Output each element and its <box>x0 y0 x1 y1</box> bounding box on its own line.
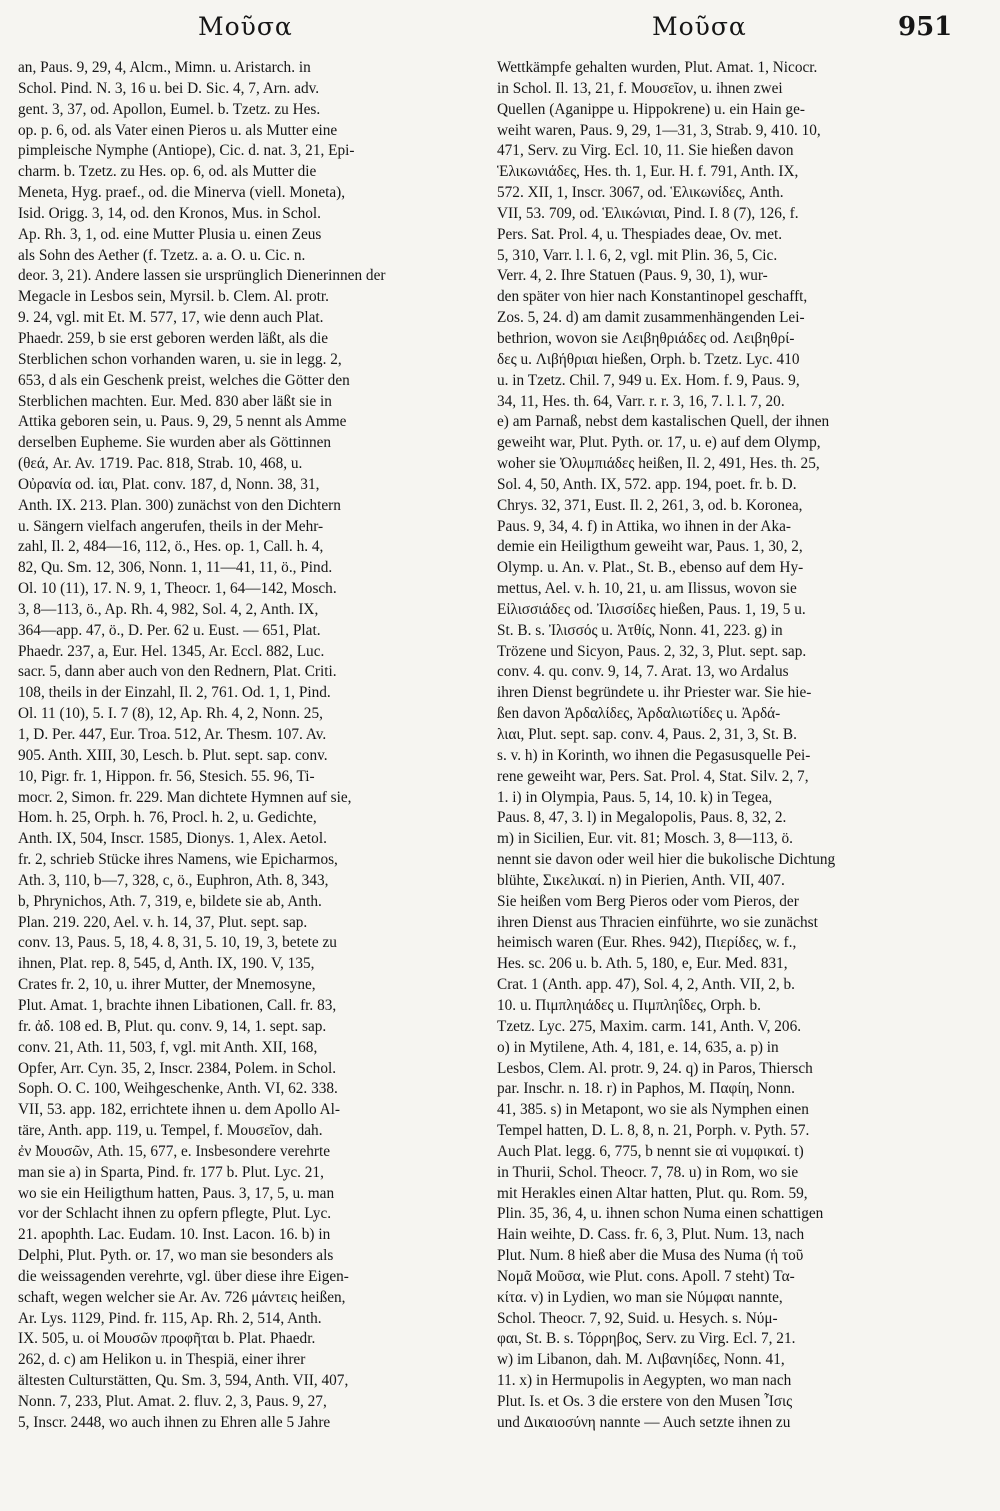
text-line: Crat. 1 (Anth. app. 47), Sol. 4, 2, Anth. VII, 2, b. <box>497 976 795 994</box>
text-line: Ol. 10 (11), 17. N. 9, 1, Theocr. 1, 64—142, Mosch. <box>18 580 337 598</box>
text-line: 11. x) in Hermupolis in Aegypten, wo man nach <box>497 1372 792 1390</box>
text-line: Plut. Amat. 1, brachte ihnen Libationen, Call. fr. 83, <box>18 996 337 1014</box>
text-line: den später von hier nach Konstantinopel geschafft, <box>497 288 808 306</box>
text-line: 3, 8—113, ö., Ap. Rh. 4, 982, Sol. 4, 2, Anth. IX, <box>18 600 319 618</box>
text-line: 653, d als ein Geschenk preist, welches die Götter den <box>18 371 350 389</box>
text-line: schaft, wegen welcher sie Ar. Av. 726 μάντεις heißen, <box>18 1288 346 1306</box>
text-line: λιαι, Plut. sept. sap. conv. 4, Paus. 2, 31, 3, St. B. <box>497 726 797 743</box>
text-line: 5, Inscr. 2448, wo auch ihnen zu Ehren alle 5 Jahre <box>18 1413 331 1431</box>
text-line: 1. i) in Olympia, Paus. 5, 14, 10. k) in Tegea, <box>497 788 773 806</box>
text-line: Quellen (Aganippe u. Hippokrene) u. ein Hain ge- <box>497 100 805 118</box>
text-line: Opfer, Arr. Cyn. 35, 2, Inscr. 2384, Polem. in Schol. <box>18 1059 337 1077</box>
text-line: Chrys. 32, 371, Eust. Il. 2, 261, 3, od. b. Koronea, <box>497 496 803 514</box>
text-line: Soph. O. C. 100, Weihgeschenke, Anth. VI, 62. 338. <box>18 1080 338 1098</box>
text-line: Schol. Pind. N. 3, 16 u. bei D. Sic. 4, 7, Arn. adv. <box>18 79 320 97</box>
text-line: mettus, Ael. v. h. 10, 21, u. am Ilissus, wovon sie <box>497 580 797 598</box>
page-number: 951 <box>898 12 953 42</box>
text-line: 572. XII, 1, Inscr. 3067, od. Ἑλικωνίδες, Anth. <box>497 184 784 202</box>
text-line: Νομᾶ Μοῦσα, wie Plut. cons. Apoll. 7 steht) Τα- <box>497 1267 795 1285</box>
text-line: Lesbos, Clem. Al. protr. 9, 24. q) in Paros, Thiersch <box>497 1059 813 1077</box>
text-line: an, Paus. 9, 29, 4, Alcm., Mimn. u. Aristarch. in <box>18 59 311 76</box>
text-line: u. Sängern vielfach angerufen, theils in der Mehr- <box>18 517 324 535</box>
text-line: 364—app. 47, ö., D. Per. 62 u. Eust. — 651, Plat. <box>18 621 321 639</box>
text-line: 9. 24, vgl. mit Et. M. 577, 17, wie denn auch Plat. <box>18 309 324 327</box>
text-line: Nonn. 7, 233, Plut. Amat. 2. fluv. 2, 3, Paus. 9, 27, <box>18 1393 327 1410</box>
text-line: sacr. 5, dann aber auch von den Rednern, Plat. Criti. <box>18 663 337 681</box>
text-line: Anth. IX. 213. Plan. 300) zunächst von den Dichtern <box>18 496 341 514</box>
text-line: Sterblichen machten. Eur. Med. 830 aber läßt sie in <box>18 392 332 410</box>
text-line: VII, 53. 709, od. Ἑλικώνιαι, Pind. I. 8 (7), 126, f. <box>497 204 799 222</box>
text-line: Attika geboren sein, u. Paus. 9, 29, 5 nennt als Amme <box>18 413 347 431</box>
text-line: w) im Libanon, dah. M. Λιβανηίδες, Nonn. 41, <box>497 1351 785 1369</box>
text-line: Plut. Num. 8 hieß aber die Musa des Numa (ἡ τοῦ <box>497 1247 804 1265</box>
text-line: fr. 2, schrieb Stücke ihres Namens, wie Epicharmos, <box>18 851 338 869</box>
text-line: Εἰλισσιάδες od. Ἰλισσίδες hießen, Paus. 1, 19, 5 u. <box>497 600 806 618</box>
text-line: Tzetz. Lyc. 275, Maxim. carm. 141, Anth. V, 206. <box>497 1017 802 1035</box>
text-line: Trözene und Sicyon, Paus. 2, 32, 3, Plut. sept. sap. <box>497 642 807 660</box>
text-line: IX. 505, u. οἱ Μουσῶν προφῆται b. Plat. Phaedr. <box>18 1330 316 1348</box>
text-line: deor. 3, 21). Andere lassen sie ursprünglich Dienerinnen der <box>18 267 386 285</box>
text-line: man sie a) in Sparta, Pind. fr. 177 b. Plut. Lyc. 21, <box>18 1163 324 1181</box>
text-line: woher sie Ὀλυμπιάδες heißen, Il. 2, 491, Hes. th. 25, <box>497 455 820 473</box>
text-line: Ap. Rh. 3, 1, od. eine Mutter Plusia u. einen Zeus <box>18 225 322 243</box>
text-line: Sterblichen schon vorhanden waren, u. sie in legg. 2, <box>18 350 342 368</box>
text-line: Hain weihte, D. Cass. fr. 6, 3, Plut. Num. 13, nach <box>497 1226 805 1244</box>
text-line: Pers. Sat. Prol. 4, u. Thespiades deae, Ov. met. <box>497 225 783 243</box>
text-line: 5, 310, Varr. l. l. 6, 2, vgl. mit Plin. 36, 5, Cic. <box>497 246 778 264</box>
text-line: mocr. 2, Simon. fr. 229. Man dichtete Hymnen auf sie, <box>18 788 352 806</box>
text-line: weiht waren, Paus. 9, 29, 1—31, 3, Strab. 9, 410. 10, <box>497 121 821 139</box>
text-line: Wettkämpfe gehalten wurden, Plut. Amat. 1, Nicocr. <box>497 59 818 76</box>
text-line: δες u. Λιβήθριαι hießen, Orph. b. Tzetz. Lyc. 410 <box>497 350 800 368</box>
text-line: b, Phrynichos, Ath. 7, 319, e, bildete sie ab, Anth. <box>18 892 322 910</box>
text-line: 262, d. c) am Helikon u. in Thespiä, einer ihrer <box>18 1351 306 1369</box>
left-column <box>18 58 488 1434</box>
text-line: charm. b. Tzetz. zu Hes. op. 6, od. als Mutter die <box>18 163 317 181</box>
text-line: Sie heißen vom Berg Pieros oder vom Pieros, der <box>497 892 799 910</box>
text-line: derselben Eupheme. Sie wurden aber als Göttinnen <box>18 434 332 452</box>
text-line: Isid. Origg. 3, 14, od. den Kronos, Mus. in Schol. <box>18 204 321 222</box>
text-line: Megacle in Lesbos sein, Myrsil. b. Clem. Al. protr. <box>18 288 330 306</box>
text-line: conv. 13, Paus. 5, 18, 4. 8, 31, 5. 10, 19, 3, betete zu <box>18 934 337 952</box>
text-line: demie ein Heiligthum geweiht war, Paus. 1, 30, 2, <box>497 538 803 556</box>
text-line: Olymp. u. An. v. Plat., St. B., ebenso auf dem Hy- <box>497 559 804 577</box>
text-line: Paus. 9, 34, 4. f) in Attika, wo ihnen in der Aka- <box>497 517 792 535</box>
text-line: ἐν Μουσῶν, Ath. 15, 677, e. Insbesondere verehrte <box>18 1142 331 1160</box>
text-line: Anth. IX, 504, Inscr. 1585, Dionys. 1, Alex. Aetol. <box>18 830 327 848</box>
text-line: 905. Anth. XIII, 30, Lesch. b. Plut. sept. sap. conv. <box>18 746 328 764</box>
right-column <box>497 58 971 1434</box>
text-line: ihren Dienst aus Thracien einführte, wo sie zunächst <box>497 913 818 931</box>
text-line: Crates fr. 2, 10, u. ihrer Mutter, der Mnemosyne, <box>18 976 316 994</box>
text-line: nennt sie davon oder weil hier die bukolische Dichtung <box>497 851 836 869</box>
text-line: κίτα. v) in Lydien, wo man sie Νύμφαι nannte, <box>497 1288 783 1306</box>
text-line: vor der Schlacht ihnen zu opfern pflegte, Plut. Lyc. <box>18 1205 332 1223</box>
text-line: conv. 21, Ath. 11, 503, f, vgl. mit Anth. XII, 168, <box>18 1038 318 1056</box>
text-line: VII, 53. app. 182, errichtete ihnen u. dem Apollo Al- <box>18 1101 341 1119</box>
text-line: φαι, St. B. s. Τόρρηβος, Serv. zu Virg. Ecl. 7, 21. <box>497 1330 796 1348</box>
text-line: conv. 4. qu. conv. 9, 14, 7. Arat. 13, wo Ardalus <box>497 663 789 681</box>
text-line: 10, Pigr. fr. 1, Hippon. fr. 56, Stesich. 55. 96, Ti- <box>18 767 315 785</box>
text-line: Verr. 4, 2. Ihre Statuen (Paus. 9, 30, 1), wur- <box>497 267 768 285</box>
text-line: Οὐρανία od. ἱαι, Plat. conv. 187, d, Nonn. 38, 31, <box>18 475 320 493</box>
text-line: ältesten Culturstätten, Qu. Sm. 3, 594, Anth. VII, 407, <box>18 1372 349 1390</box>
text-line: geweiht war, Plut. Pyth. or. 17, u. e) auf dem Olymp, <box>497 434 821 452</box>
text-line: wo sie ein Heiligthum hatten, Paus. 3, 17, 5, u. man <box>18 1184 335 1202</box>
text-line: Ol. 11 (10), 5. I. 7 (8), 12, Ap. Rh. 4, 2, Nonn. 25, <box>18 705 323 723</box>
text-line: Plin. 35, 36, 4, u. ihnen schon Numa einen schattigen <box>497 1205 824 1223</box>
text-line: Paus. 8, 47, 3. l) in Megalopolis, Paus. 8, 32, 2. <box>497 809 787 827</box>
text-line: op. p. 6, od. als Vater einen Pieros u. als Mutter eine <box>18 121 338 139</box>
text-line: in Thurii, Schol. Theocr. 7, 78. u) in Rom, wo sie <box>497 1163 799 1181</box>
text-line: s. v. h) in Korinth, wo ihnen die Pegasusquelle Pei- <box>497 746 811 764</box>
text-line: die weissagenden verehrte, vgl. über diese ihre Eigen- <box>18 1267 349 1285</box>
running-head-right: Μοῦσα <box>652 12 747 41</box>
running-head-left: Μοῦσα <box>198 12 293 41</box>
text-line: zahl, Il. 2, 484—16, 112, ö., Hes. op. 1, Call. h. 4, <box>18 538 324 556</box>
text-line: Sol. 4, 50, Anth. IX, 572. app. 194, poet. fr. b. D. <box>497 475 797 493</box>
text-line: Hes. sc. 206 u. b. Ath. 5, 180, e, Eur. Med. 831, <box>497 955 788 973</box>
text-line: Delphi, Plut. Pyth. or. 17, wo man sie besonders als <box>18 1247 334 1265</box>
text-line: pimpleische Nymphe (Antiope), Cic. d. nat. 3, 21, Epi- <box>18 142 355 160</box>
text-line: 41, 385. s) in Metapont, wo sie als Nymphen einen <box>497 1101 809 1119</box>
text-line: o) in Mytilene, Ath. 4, 181, e. 14, 635, a. p) in <box>497 1038 779 1056</box>
text-line: Phaedr. 237, a, Eur. Hel. 1345, Ar. Eccl. 882, Luc. <box>18 642 325 660</box>
text-line: u. in Tzetz. Chil. 7, 949 u. Ex. Hom. f. 9, Paus. 9, <box>497 371 800 389</box>
text-line: Zos. 5, 24. d) am damit zusammenhängenden Lei- <box>497 309 805 327</box>
text-line: Auch Plat. legg. 6, 775, b nennt sie αἱ νυμφικαί. t) <box>497 1142 804 1160</box>
text-line: als Sohn des Aether (f. Tzetz. a. a. O. u. Cic. n. <box>18 246 306 264</box>
text-line: ihren Dienst begründete u. ihr Priester war. Sie hie- <box>497 684 812 702</box>
text-line: fr. ἀδ. 108 ed. B, Plut. qu. conv. 9, 14, 1. sept. sap. <box>18 1017 327 1035</box>
text-line: 1, D. Per. 447, Eur. Troa. 512, Ar. Thesm. 107. Av. <box>18 726 327 743</box>
text-line: e) am Parnaß, nebst dem kastalischen Quell, der ihnen <box>497 413 830 431</box>
text-line: 34, 11, Hes. th. 64, Varr. r. r. 3, 16, 7. l. l. 7, 20. <box>497 392 785 410</box>
text-line: Ath. 3, 110, b—7, 328, c, ö., Euphron, Ath. 8, 343, <box>18 871 329 889</box>
text-line: 21. apophth. Lac. Eudam. 10. Inst. Lacon. 16. b) in <box>18 1226 331 1244</box>
text-line: ßen davon Ἀρδαλίδες, Ἀρδαλιωτίδες u. Ἀρδά- <box>497 705 781 723</box>
text-line: Ἑλικωνιάδες, Hes. th. 1, Eur. H. f. 791, Anth. IX, <box>497 163 799 181</box>
text-line: ihnen, Plat. rep. 8, 545, d, Anth. IX, 190. V, 135, <box>18 955 315 973</box>
text-line: Hom. h. 25, Orph. h. 76, Procl. h. 2, u. Gedichte, <box>18 809 317 827</box>
text-line: Schol. Theocr. 7, 92, Suid. u. Hesych. s. Νύμ- <box>497 1309 778 1327</box>
text-line: 10. u. Πιμπληιάδες u. Πιμπληΐδες, Orph. b. <box>497 996 761 1014</box>
text-line: Plan. 219. 220, Ael. v. h. 14, 37, Plut. sept. sap. <box>18 913 308 931</box>
text-line: m) in Sicilien, Eur. vit. 81; Mosch. 3, 8—113, ö. <box>497 830 794 848</box>
text-line: Plut. Is. et Os. 3 die erstere von den Musen Ἶσις <box>497 1393 793 1410</box>
text-line: par. Inschr. n. 18. r) in Paphos, M. Παφίη, Nonn. <box>497 1080 795 1098</box>
text-line: blühte, Σικελικαί. n) in Pierien, Anth. VII, 407. <box>497 871 785 889</box>
text-line: 108, theils in der Einzahl, Il. 2, 761. Od. 1, 1, Pind. <box>18 684 331 702</box>
text-line: heimisch waren (Eur. Rhes. 942), Πιερίδες, w. f., <box>497 934 797 952</box>
text-line: (θεά, Ar. Av. 1719. Pac. 818, Strab. 10, 468, u. <box>18 455 303 473</box>
text-line: St. B. s. Ἰλισσός u. Ἀτθίς, Nonn. 41, 223. g) in <box>497 621 783 639</box>
text-line: 82, Qu. Sm. 12, 306, Nonn. 1, 11—41, 11, ö., Pind. <box>18 559 333 577</box>
text-line: Ar. Lys. 1129, Pind. fr. 115, Ap. Rh. 2, 514, Anth. <box>18 1309 322 1327</box>
text-line: Tempel hatten, D. L. 8, 8, n. 21, Porph. v. Pyth. 57. <box>497 1122 810 1140</box>
text-line: und Δικαιοσύνη nannte — Auch setzte ihnen zu <box>497 1413 791 1431</box>
text-line: Meneta, Hyg. praef., od. die Minerva (viell. Moneta), <box>18 184 346 202</box>
text-line: 471, Serv. zu Virg. Ecl. 10, 11. Sie hießen davon <box>497 142 794 160</box>
text-line: Phaedr. 259, b sie erst geboren werden läßt, als die <box>18 329 329 347</box>
text-line: bethrion, wovon sie Λειβηθριάδες od. Λειβηθρί- <box>497 329 795 347</box>
text-line: mit Herakles einen Altar hatten, Plut. qu. Rom. 59, <box>497 1184 808 1202</box>
text-line: täre, Anth. app. 119, u. Tempel, f. Μουσεῖον, dah. <box>18 1122 323 1140</box>
text-line: gent. 3, 37, od. Apollon, Eumel. b. Tzetz. zu Hes. <box>18 100 321 118</box>
text-line: in Schol. Il. 13, 21, f. Μουσεῖον, u. ihnen zwei <box>497 79 783 97</box>
text-line: rene geweiht war, Pers. Sat. Prol. 4, Stat. Silv. 2, 7, <box>497 767 809 785</box>
